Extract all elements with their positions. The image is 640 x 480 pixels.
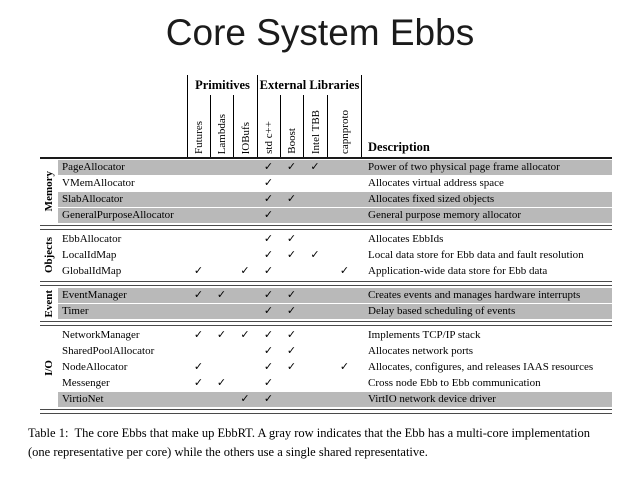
check-cell [280, 328, 303, 343]
check-cell [303, 264, 327, 279]
check-icon: ✓ [286, 249, 297, 261]
check-cell [210, 304, 233, 319]
check-icon: ✓ [263, 265, 274, 277]
check-cell [303, 344, 327, 359]
check-cell [257, 176, 280, 191]
group-label-cell [40, 231, 58, 280]
check-icon: ✓ [263, 361, 274, 373]
check-cell [187, 344, 210, 359]
check-cell [327, 304, 362, 319]
row-description: Application-wide data store for Ebb data [368, 265, 548, 277]
check-icon: ✓ [216, 329, 227, 341]
row-description: Allocates virtual address space [368, 177, 504, 189]
check-cell [233, 344, 257, 359]
column-group-external-libraries: External Libraries [257, 75, 362, 95]
check-icon: ✓ [263, 393, 274, 405]
check-icon: ✓ [263, 193, 274, 205]
row-name: NodeAllocator [62, 361, 128, 373]
check-icon: ✓ [240, 329, 250, 341]
check-cell [210, 288, 233, 303]
check-cell [327, 360, 362, 375]
check-icon: ✓ [263, 289, 274, 301]
row-name: SharedPoolAllocator [62, 345, 155, 357]
column-header-iobufs: IOBufs [233, 95, 257, 157]
check-icon: ✓ [286, 161, 297, 173]
row-name: VMemAllocator [62, 177, 135, 189]
check-icon: ✓ [193, 361, 204, 373]
check-cell [303, 232, 327, 247]
check-cell [280, 376, 303, 391]
check-cell [257, 208, 280, 223]
check-cell [280, 176, 303, 191]
check-cell [257, 328, 280, 343]
check-cell [303, 176, 327, 191]
check-cell [280, 264, 303, 279]
check-cell [187, 176, 210, 191]
check-cell [187, 376, 210, 391]
check-cell [257, 160, 280, 175]
row-name: PageAllocator [62, 161, 125, 173]
check-cell [187, 208, 210, 223]
check-cell [187, 232, 210, 247]
check-cell [233, 264, 257, 279]
check-cell [327, 232, 362, 247]
check-cell [233, 392, 257, 407]
check-icon: ✓ [286, 329, 297, 341]
row-description: Delay based scheduling of events [368, 305, 516, 317]
check-cell [327, 160, 362, 175]
group-label: Objects [43, 237, 55, 274]
row-description: Allocates EbbIds [368, 233, 444, 245]
check-cell [257, 192, 280, 207]
check-icon: ✓ [286, 361, 297, 373]
check-cell [187, 392, 210, 407]
table-row [58, 264, 612, 279]
check-cell [187, 248, 210, 263]
check-icon: ✓ [216, 377, 227, 389]
column-header-futures: Futures [187, 95, 210, 157]
table-group [40, 327, 612, 408]
group-label-cell [40, 327, 58, 408]
check-icon: ✓ [193, 265, 204, 277]
check-cell [257, 376, 280, 391]
check-cell [210, 192, 233, 207]
row-description: General purpose memory allocator [368, 209, 522, 221]
check-cell [280, 192, 303, 207]
check-cell [233, 160, 257, 175]
check-icon: ✓ [310, 249, 320, 261]
table-row [58, 208, 612, 223]
check-icon: ✓ [339, 265, 350, 277]
check-icon: ✓ [263, 329, 274, 341]
check-cell [303, 304, 327, 319]
check-cell [233, 232, 257, 247]
check-cell [257, 360, 280, 375]
check-icon: ✓ [263, 377, 274, 389]
row-description: Allocates, configures, and releases IAAS resources [368, 361, 594, 373]
group-rows [58, 327, 612, 408]
check-cell [257, 304, 280, 319]
group-label-cell [40, 287, 58, 320]
row-description: Cross node Ebb to Ebb communication [368, 377, 541, 389]
check-cell [187, 328, 210, 343]
check-icon: ✓ [193, 377, 204, 389]
check-icon: ✓ [286, 305, 297, 317]
check-cell [327, 392, 362, 407]
table-row [58, 288, 612, 303]
check-cell [280, 160, 303, 175]
table-bottom-rule [40, 409, 612, 414]
check-cell [233, 288, 257, 303]
check-cell [233, 176, 257, 191]
check-cell [327, 248, 362, 263]
row-description: Allocates network ports [368, 345, 474, 357]
check-cell [327, 376, 362, 391]
check-cell [303, 192, 327, 207]
check-cell [210, 392, 233, 407]
check-cell [280, 288, 303, 303]
table-row [58, 232, 612, 247]
check-icon: ✓ [240, 265, 250, 277]
check-cell [257, 264, 280, 279]
check-icon: ✓ [263, 345, 274, 357]
check-cell [280, 392, 303, 407]
check-icon: ✓ [263, 161, 274, 173]
group-label: Memory [43, 171, 55, 212]
header-spacer [40, 75, 187, 95]
page-title: Core System Ebbs [165, 12, 475, 53]
column-header-intel-tbb: Intel TBB [303, 95, 327, 157]
check-cell [187, 288, 210, 303]
check-cell [303, 328, 327, 343]
check-cell [210, 248, 233, 263]
check-cell [257, 344, 280, 359]
row-description: Implements TCP/IP stack [368, 329, 481, 341]
table-caption: Table 1: The core Ebbs that make up EbbRT. A gray row indicates that the Ebb has a multi-core implementation (one representative per core) while the others use a single shared representative. [28, 426, 594, 459]
column-header-boost: Boost [280, 95, 303, 157]
check-icon: ✓ [263, 177, 274, 189]
check-icon: ✓ [263, 249, 274, 261]
group-separator-rule [40, 225, 612, 230]
check-cell [233, 248, 257, 263]
check-cell [257, 232, 280, 247]
check-cell [303, 288, 327, 303]
check-cell [280, 248, 303, 263]
ebb-table [40, 75, 612, 414]
check-cell [210, 176, 233, 191]
group-label: Event [43, 289, 55, 318]
table-row [58, 328, 612, 343]
check-cell [233, 360, 257, 375]
row-name: LocalIdMap [62, 249, 117, 261]
check-cell [187, 264, 210, 279]
check-icon: ✓ [286, 289, 297, 301]
check-cell [257, 392, 280, 407]
check-cell [303, 392, 327, 407]
check-cell [327, 288, 362, 303]
group-label-cell [40, 159, 58, 224]
table-row [58, 360, 612, 375]
check-cell [257, 288, 280, 303]
row-name: GeneralPurposeAllocator [62, 209, 174, 221]
check-cell [210, 208, 233, 223]
group-rows [58, 159, 612, 224]
check-icon: ✓ [286, 193, 297, 205]
check-cell [233, 208, 257, 223]
check-cell [187, 304, 210, 319]
column-group-primitives: Primitives [187, 75, 257, 95]
column-header-std-cpp: std c++ [257, 95, 280, 157]
check-cell [327, 208, 362, 223]
table-body [40, 159, 612, 414]
check-cell [327, 344, 362, 359]
group-label: I/O [43, 359, 55, 376]
check-icon: ✓ [193, 329, 204, 341]
table-header-groups [40, 75, 612, 95]
row-description: Allocates fixed sized objects [368, 193, 495, 205]
row-name: Messenger [62, 377, 110, 389]
row-description: Creates events and manages hardware interrupts [368, 289, 581, 301]
column-header-description: Description [368, 140, 430, 154]
row-name: EbbAllocator [62, 233, 122, 245]
check-cell [280, 360, 303, 375]
check-cell [233, 304, 257, 319]
table-group [40, 159, 612, 224]
check-cell [303, 360, 327, 375]
check-cell [327, 328, 362, 343]
group-separator-rule [40, 321, 612, 326]
row-name: EventManager [62, 289, 127, 301]
check-cell [233, 376, 257, 391]
check-cell [233, 328, 257, 343]
check-cell [210, 328, 233, 343]
check-icon: ✓ [216, 289, 227, 301]
check-cell [280, 208, 303, 223]
table-row [58, 304, 612, 319]
check-cell [327, 176, 362, 191]
group-rows [58, 287, 612, 320]
table-row [58, 376, 612, 391]
row-description: VirtIO network device driver [368, 393, 496, 405]
check-icon: ✓ [339, 361, 350, 373]
check-cell [210, 232, 233, 247]
row-name: VirtioNet [62, 393, 104, 405]
check-icon: ✓ [263, 233, 274, 245]
table-group [40, 231, 612, 280]
header-spacer-right [362, 75, 612, 95]
table-header-columns [40, 95, 612, 157]
row-name: GlobalIdMap [62, 265, 122, 277]
column-header-lambdas: Lambdas [210, 95, 233, 157]
check-cell [280, 304, 303, 319]
check-icon: ✓ [286, 233, 297, 245]
table-row [58, 248, 612, 263]
check-cell [210, 360, 233, 375]
check-cell [303, 160, 327, 175]
check-cell [233, 192, 257, 207]
check-cell [187, 192, 210, 207]
check-icon: ✓ [263, 305, 274, 317]
table-row [58, 176, 612, 191]
table-row [58, 344, 612, 359]
check-cell [327, 192, 362, 207]
check-cell [257, 248, 280, 263]
check-cell [187, 360, 210, 375]
row-name: NetworkManager [62, 329, 140, 341]
check-cell [303, 248, 327, 263]
check-cell [327, 264, 362, 279]
row-description: Power of two physical page frame allocator [368, 161, 560, 173]
check-cell [280, 344, 303, 359]
check-cell [280, 232, 303, 247]
check-cell [210, 160, 233, 175]
table-group [40, 287, 612, 320]
table-row [58, 192, 612, 207]
check-cell [210, 344, 233, 359]
row-description: Local data store for Ebb data and fault resolution [368, 249, 584, 261]
check-icon: ✓ [310, 161, 320, 173]
row-name: SlabAllocator [62, 193, 124, 205]
group-rows [58, 231, 612, 280]
check-icon: ✓ [240, 393, 250, 405]
check-icon: ✓ [263, 209, 274, 221]
check-icon: ✓ [193, 289, 204, 301]
column-header-capnproto: capnproto [327, 95, 362, 157]
table-row [58, 160, 612, 175]
check-cell [210, 376, 233, 391]
table-row [58, 392, 612, 407]
group-separator-rule [40, 281, 612, 286]
check-cell [303, 376, 327, 391]
header-spacer [40, 95, 187, 157]
check-cell [303, 208, 327, 223]
check-cell [210, 264, 233, 279]
check-icon: ✓ [286, 345, 297, 357]
check-cell [187, 160, 210, 175]
row-name: Timer [62, 305, 89, 317]
